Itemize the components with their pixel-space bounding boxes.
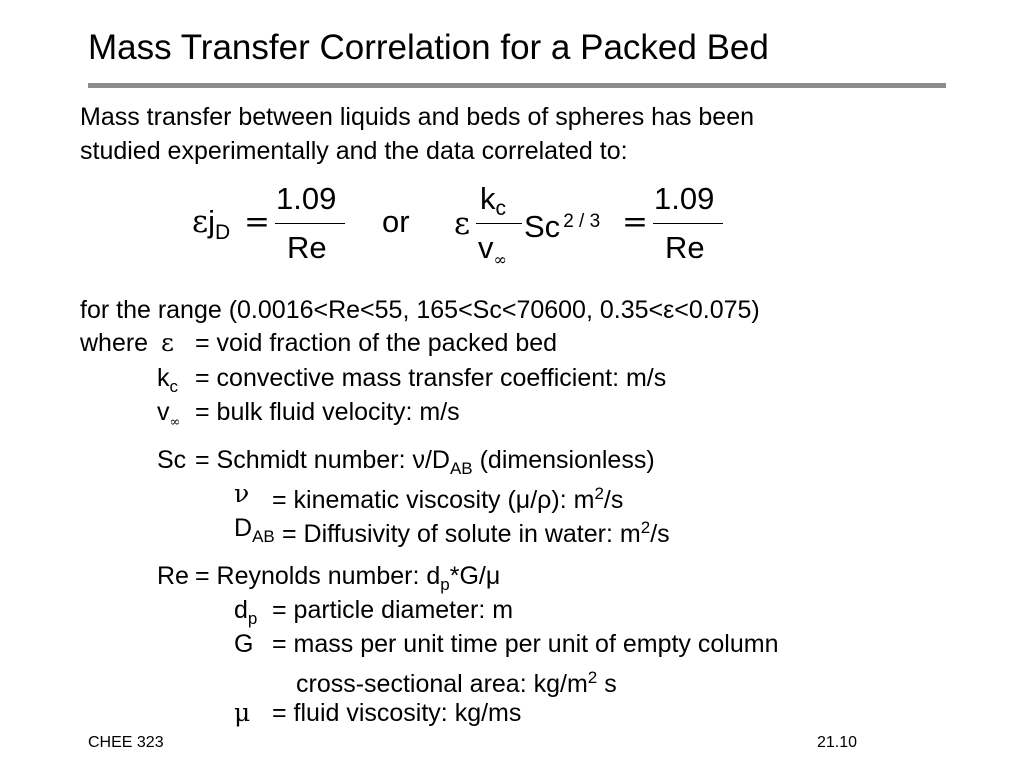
epsilon-definition: = void fraction of the packed bed <box>195 329 558 357</box>
epsilon-def-symbol: ε <box>161 328 174 357</box>
dp-def-d: d <box>234 596 248 624</box>
g-definition: = mass per unit time per unit of empty column <box>272 630 779 658</box>
sc-def-symbol: Sc <box>157 446 187 474</box>
nu-def-sup: 2 <box>594 484 604 503</box>
denominator-1: Re <box>287 230 327 265</box>
kc-subscript: c <box>495 197 506 220</box>
or-text: or <box>382 204 410 239</box>
dab-def-symbol <box>234 512 275 553</box>
nu-def-text: = kinematic viscosity (μ/ρ): m <box>272 486 595 514</box>
sc-def-text: = Schmidt number: ν/D <box>195 446 450 474</box>
numerator-1: 1.09 <box>276 181 337 216</box>
dab-def-text: = Diffusivity of solute in water: m <box>282 520 641 548</box>
v-def-v: v <box>157 398 170 426</box>
g-def-sup: 2 <box>587 668 598 687</box>
j-subscript: D <box>214 221 231 244</box>
kc-definition: = convective mass transfer coefficient: m/s <box>195 364 667 392</box>
footer-course: CHEE 323 <box>88 734 164 751</box>
v-subscript: ∞ <box>493 250 507 269</box>
v-def-sub: ∞ <box>169 415 181 430</box>
fraction-bar-3 <box>653 223 723 224</box>
denominator-2: Re <box>665 230 705 265</box>
nu-definition <box>272 478 623 516</box>
re-def-text: = Reynolds number: d <box>195 562 441 590</box>
k-symbol: k <box>480 181 496 216</box>
g-def-symbol: G <box>234 630 254 658</box>
mu-definition: = fluid viscosity: kg/ms <box>272 699 522 727</box>
g-def-text-2: s <box>597 670 617 698</box>
kc-def-sub: c <box>169 377 178 396</box>
correlation-equation <box>0 0 1024 300</box>
mu-def-symbol: μ <box>234 698 251 727</box>
where-label <box>80 327 174 359</box>
intro-line-2: studied experimentally and the data correlated to: <box>80 137 628 165</box>
sc-symbol: Sc <box>524 209 561 244</box>
dp-definition: = particle diameter: m <box>272 596 514 624</box>
kc-def-k: k <box>157 364 170 392</box>
fraction-bar-2 <box>476 223 522 224</box>
g-def-text: cross-sectional area: kg/m <box>296 670 588 698</box>
sc-term <box>524 204 600 245</box>
sc-def-text-2: (dimensionless) <box>472 446 655 474</box>
range-text: for the range (0.0016<Re<55, 165<Sc<70600, 0.35<ε<0.075) <box>80 296 760 324</box>
dp-def-sub: p <box>247 609 258 628</box>
v-definition: = bulk fluid velocity: m/s <box>195 398 460 426</box>
v-symbol: v <box>478 230 494 265</box>
dab-def-d: D <box>234 514 253 542</box>
j-symbol: j <box>208 204 215 239</box>
equals-sign-1: = <box>244 204 270 240</box>
dab-def-sup: 2 <box>640 518 651 537</box>
equals-sign-2: = <box>622 204 648 240</box>
fraction-bar-1 <box>275 223 345 224</box>
re-def-text-2: *G/μ <box>449 562 501 590</box>
numerator-2: 1.09 <box>654 181 715 216</box>
epsilon-symbol-2: ε <box>454 206 471 242</box>
eq-jd-term <box>192 204 230 251</box>
footer-page-number: 21.10 <box>817 734 858 751</box>
v-def-symbol <box>157 396 180 439</box>
re-def-symbol: Re <box>157 562 189 590</box>
epsilon-symbol: ε <box>192 204 209 240</box>
dab-definition <box>282 512 670 550</box>
dab-def-text-2: /s <box>650 520 670 548</box>
dab-def-sub: AB <box>252 527 275 546</box>
sc-exponent: 2 / 3 <box>563 211 601 232</box>
where-word: where <box>80 329 149 357</box>
v-term <box>478 230 507 278</box>
nu-def-text-2: /s <box>603 486 624 514</box>
intro-line-1: Mass transfer between liquids and beds of spheres has been <box>80 103 755 131</box>
kc-term <box>480 181 506 227</box>
slide-title: Mass Transfer Correlation for a Packed Bed <box>88 28 769 67</box>
g-definition-line-2 <box>296 662 617 700</box>
re-def-sub: p <box>440 575 450 594</box>
nu-def-symbol: ν <box>234 479 250 508</box>
sc-def-sub: AB <box>449 459 473 478</box>
